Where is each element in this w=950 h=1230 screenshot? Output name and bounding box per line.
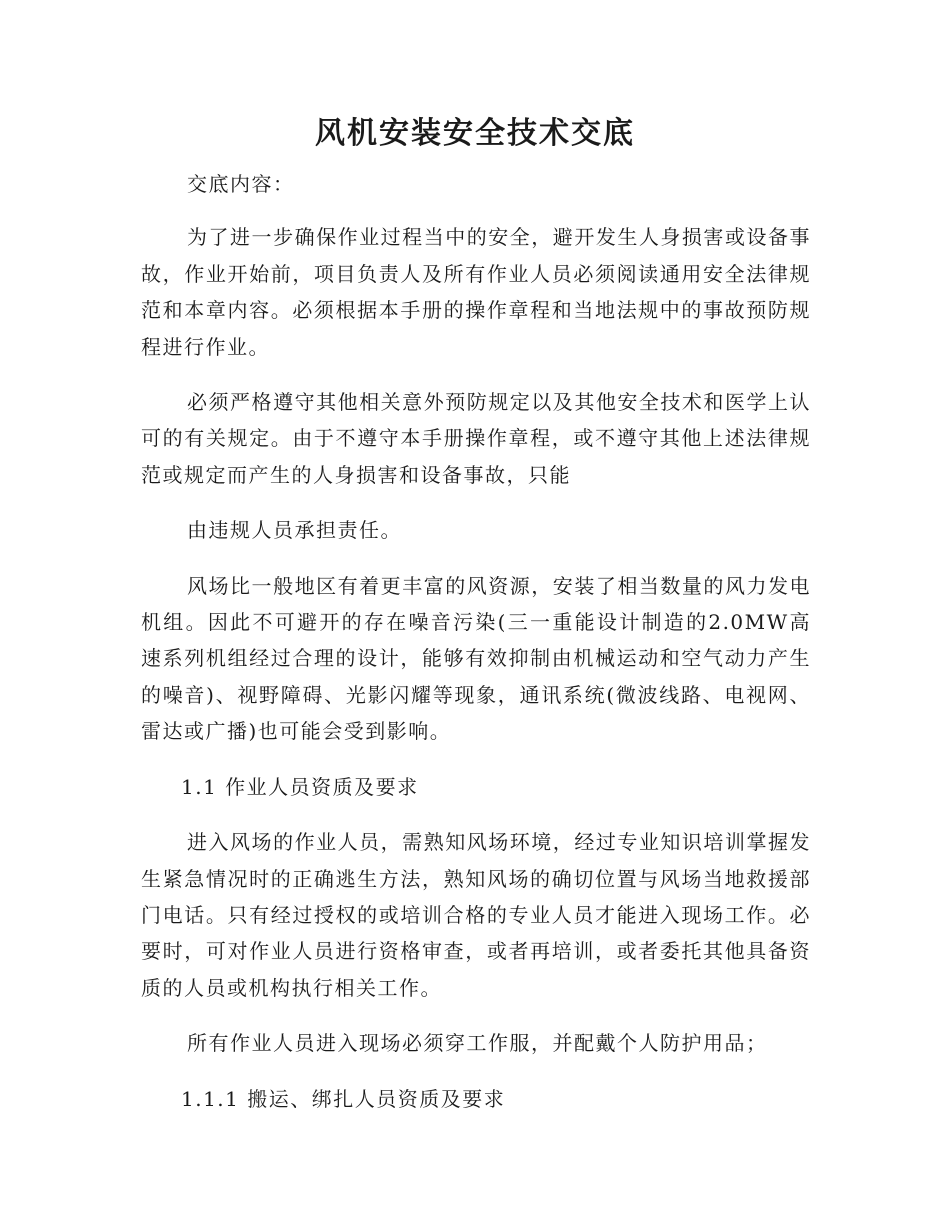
- paragraph-purpose: 为了进一步确保作业过程当中的安全，避开发生人身损害或设备事故，作业开始前，项目负责人及所有作业人员必须阅读通用安全法律规范和本章内容。必须根据本手册的操作章程和当地法规中的事故预防规程进行作业。: [141, 225, 811, 359]
- paragraph-responsibility: 由违规人员承担责任。: [187, 518, 402, 543]
- document-body: [141, 166, 811, 1136]
- paragraph-personnel: 进入风场的作业人员，需熟知风场环境，经过专业知识培训掌握发生紧急情况时的正确逃生方法，熟知风场的确切位置与风场当地救援部门电话。只有经过授权的或培训合格的专业人员才能进入现场工作。必要时，可对作业人员进行资格审查，或者再培训，或者委托其他具备资质的人员或机构执行相关工作。: [141, 830, 811, 1000]
- paragraph-protective-gear: 所有作业人员进入现场必须穿工作服，并配戴个人防护用品；: [187, 1031, 768, 1056]
- document-title: 风机安装安全技术交底: [315, 116, 635, 151]
- paragraph-wind-farm: 风场比一般地区有着更丰富的风资源，安装了相当数量的风力发电机组。因此不可避开的存在噪音污染(三一重能设计制造的2.0MW高速系列机组经过合理的设计，能够有效抑制由机械运动和空气动力产生的噪音)、视野障碍、光影闪耀等现象，通讯系统(微波线路、电视网、雷达或广播)也可能会受到影响。: [141, 573, 811, 744]
- section-heading-1-1: 1.1 作业人员资质及要求: [181, 774, 419, 799]
- section-lead: 交底内容：: [187, 172, 295, 196]
- paragraph-compliance: 必须严格遵守其他相关意外预防规定以及其他安全技术和医学上认可的有关规定。由于不遵守本手册操作章程，或不遵守其他上述法律规范或规定而产生的人身损害和设备事故，只能: [141, 390, 811, 487]
- section-heading-1-1-1: 1.1.1 搬运、绑扎人员资质及要求: [181, 1086, 506, 1111]
